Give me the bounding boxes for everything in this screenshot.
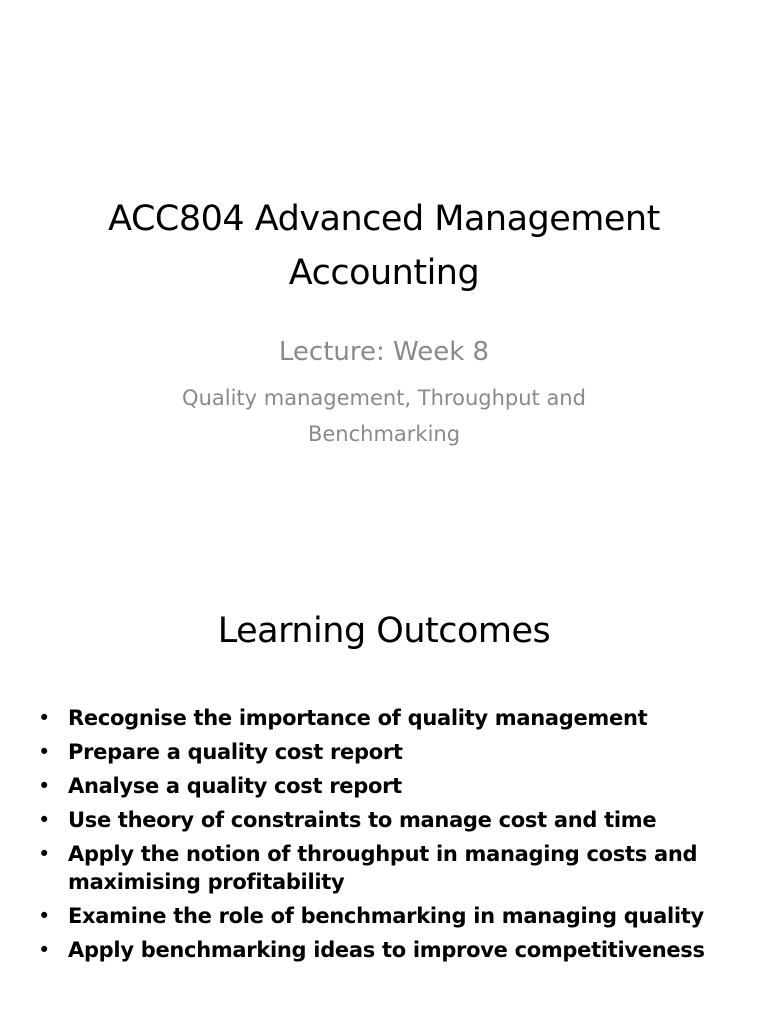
list-item (36, 902, 736, 930)
bullet-icon: • (38, 938, 51, 962)
list-item (36, 738, 736, 766)
slide-title-line-2: Accounting (288, 253, 480, 293)
learning-outcomes-heading: Learning Outcomes (217, 611, 551, 651)
slide-subtitle (120, 380, 648, 452)
bullet-icon: • (38, 740, 51, 764)
slide-subtitle-line-2: Benchmarking (307, 422, 461, 446)
learning-outcomes-slide (0, 512, 768, 1024)
list-item-text: Prepare a quality cost report (68, 740, 403, 764)
lecture-label: Lecture: Week 8 (278, 337, 490, 367)
bullet-icon: • (38, 904, 51, 928)
list-item (36, 936, 736, 964)
list-item (36, 806, 736, 834)
slide-title-line-1: ACC804 Advanced Management (108, 199, 660, 239)
list-item (36, 772, 736, 800)
bullet-icon: • (38, 808, 51, 832)
bullet-icon: • (38, 706, 51, 730)
list-item-text: Analyse a quality cost report (68, 774, 402, 798)
list-item (36, 704, 736, 732)
learning-outcomes-list (36, 704, 736, 970)
list-item-text: Recognise the importance of quality management (68, 706, 648, 730)
list-item (36, 840, 736, 896)
slide-title (40, 192, 728, 300)
list-item-text: Use theory of constraints to manage cost and time (68, 808, 657, 832)
list-item-text: Apply benchmarking ideas to improve competitiveness (68, 938, 705, 962)
bullet-icon: • (38, 774, 51, 798)
list-item-text: Examine the role of benchmarking in managing quality (68, 904, 704, 928)
slide-subtitle-line-1: Quality management, Throughput and (182, 386, 586, 410)
list-item-text: Apply the notion of throughput in managing costs and maximising profitability (68, 842, 698, 894)
bullet-icon: • (38, 842, 51, 866)
